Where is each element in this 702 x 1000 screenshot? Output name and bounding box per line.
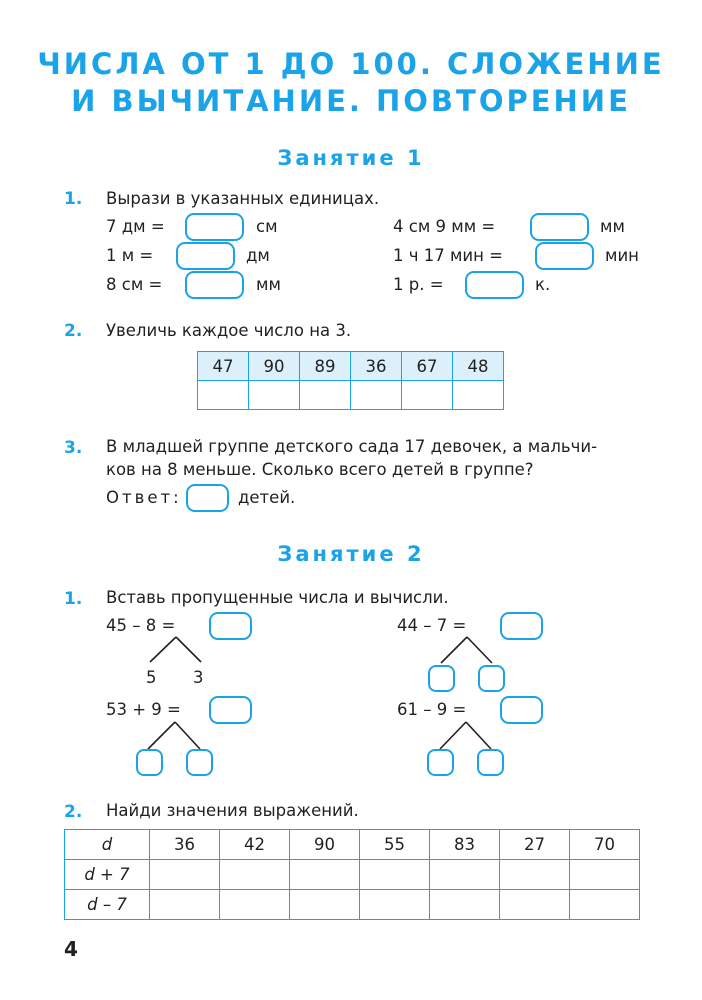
table-cell: 90	[249, 352, 300, 381]
conversion-left: 1 р. =	[393, 275, 444, 294]
answer-cell[interactable]	[290, 890, 360, 920]
answer-cell[interactable]	[570, 890, 640, 920]
task-number: 2.	[64, 321, 83, 341]
table-cell: 42	[220, 830, 290, 860]
answer-cell[interactable]	[453, 381, 504, 410]
answer-box[interactable]	[500, 696, 543, 724]
table-cell: 48	[453, 352, 504, 381]
answer-box[interactable]	[465, 271, 524, 299]
answer-cell[interactable]	[351, 381, 402, 410]
answer-cell[interactable]	[220, 890, 290, 920]
decomposition-box[interactable]	[428, 665, 455, 692]
decomposition-box[interactable]	[478, 665, 505, 692]
table-cell: 67	[402, 352, 453, 381]
answer-cell[interactable]	[220, 860, 290, 890]
decomposition-part: 3	[193, 668, 204, 687]
increase-table	[197, 351, 504, 410]
conversion-left: 1 м =	[106, 246, 154, 265]
answer-box[interactable]	[209, 696, 252, 724]
decomposition-box[interactable]	[477, 749, 504, 776]
lesson-1-heading: Занятие 1	[277, 146, 425, 170]
table-cell: 83	[430, 830, 500, 860]
table-cell: 70	[570, 830, 640, 860]
answer-cell[interactable]	[150, 860, 220, 890]
answer-cell[interactable]	[360, 860, 430, 890]
answer-cell[interactable]	[290, 860, 360, 890]
answer-cell[interactable]	[430, 890, 500, 920]
table-cell: 55	[360, 830, 430, 860]
answer-box[interactable]	[209, 612, 252, 640]
task-instruction: Найди значения выражений.	[106, 801, 359, 820]
conversion-left: 1 ч 17 мин =	[393, 246, 504, 265]
task-number: 2.	[64, 802, 83, 822]
conversion-unit: дм	[246, 246, 270, 265]
expression-table	[64, 829, 640, 920]
answer-box[interactable]	[185, 213, 244, 241]
answer-label: Ответ:	[106, 488, 182, 507]
expression: 61 – 9 =	[397, 700, 467, 719]
page-title-line-1: ЧИСЛА ОТ 1 ДО 100. СЛОЖЕНИЕ	[37, 47, 665, 81]
answer-cell[interactable]	[198, 381, 249, 410]
task-number: 3.	[64, 438, 83, 458]
expression: 53 + 9 =	[106, 700, 181, 719]
answer-cell[interactable]	[430, 860, 500, 890]
table-row-label: d – 7	[65, 890, 150, 920]
table-cell: 36	[351, 352, 402, 381]
task-number: 1.	[64, 189, 83, 209]
decomposition-box[interactable]	[186, 749, 213, 776]
conversion-unit: см	[256, 217, 278, 236]
answer-cell[interactable]	[402, 381, 453, 410]
table-header-cell: d	[65, 830, 150, 860]
problem-line-2: ков на 8 меньше. Сколько всего детей в группе?	[106, 460, 534, 479]
answer-box[interactable]	[176, 242, 235, 270]
answer-cell[interactable]	[300, 381, 351, 410]
conversion-unit: мм	[600, 217, 625, 236]
table-cell: 89	[300, 352, 351, 381]
table-cell: 36	[150, 830, 220, 860]
conversion-left: 7 дм =	[106, 217, 165, 236]
table-row-label: d + 7	[65, 860, 150, 890]
expression: 45 – 8 =	[106, 616, 176, 635]
answer-cell[interactable]	[360, 890, 430, 920]
page-number: 4	[64, 937, 78, 961]
answer-box[interactable]	[535, 242, 594, 270]
answer-cell[interactable]	[500, 860, 570, 890]
task-instruction: Увеличь каждое число на 3.	[106, 321, 352, 340]
answer-cell[interactable]	[150, 890, 220, 920]
answer-box[interactable]	[186, 484, 229, 512]
conversion-unit: мм	[256, 275, 281, 294]
task-instruction: Вырази в указанных единицах.	[106, 189, 380, 208]
task-number: 1.	[64, 589, 83, 609]
answer-cell[interactable]	[249, 381, 300, 410]
decomposition-part: 5	[146, 668, 157, 687]
conversion-left: 4 см 9 мм =	[393, 217, 496, 236]
decomposition-box[interactable]	[427, 749, 454, 776]
expression: 44 – 7 =	[397, 616, 467, 635]
answer-cell[interactable]	[570, 860, 640, 890]
task-instruction: Вставь пропущенные числа и вычисли.	[106, 588, 449, 607]
table-cell: 47	[198, 352, 249, 381]
answer-unit: детей.	[238, 488, 296, 507]
answer-box[interactable]	[185, 271, 244, 299]
conversion-unit: к.	[535, 275, 551, 294]
table-cell: 27	[500, 830, 570, 860]
lesson-2-heading: Занятие 2	[277, 542, 425, 566]
answer-box[interactable]	[500, 612, 543, 640]
problem-line-1: В младшей группе детского сада 17 девочек, а мальчи-	[106, 437, 598, 456]
decomposition-box[interactable]	[136, 749, 163, 776]
conversion-unit: мин	[605, 246, 639, 265]
table-cell: 90	[290, 830, 360, 860]
answer-cell[interactable]	[500, 890, 570, 920]
answer-box[interactable]	[530, 213, 589, 241]
page-title-line-2: И ВЫЧИТАНИЕ. ПОВТОРЕНИЕ	[71, 84, 631, 118]
conversion-left: 8 см =	[106, 275, 163, 294]
